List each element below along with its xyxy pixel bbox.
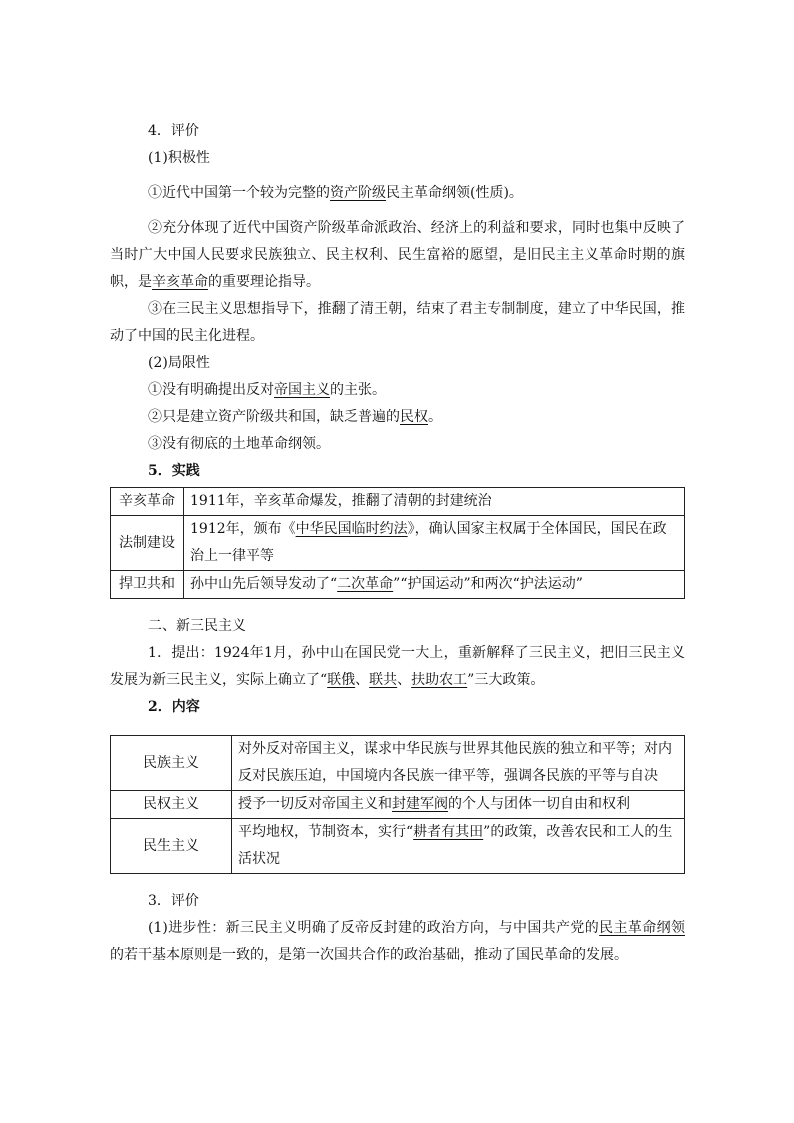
text: ③在三民主义思想指导下，推翻了清王朝，结束了君主专制制度，建立了中华民国，推动了中国的民主化进程。 (110, 301, 685, 344)
text: ①近代中国第一个较为完整的 (148, 185, 330, 201)
text: 、 (355, 672, 370, 688)
table-cell-head: 捍卫共和 (111, 571, 184, 599)
section-title: 二、新三民主义 (148, 618, 246, 634)
underlined-term: 耕者有其田 (413, 824, 484, 840)
underlined-term: 扶助农工 (411, 672, 468, 688)
table-cell-head: 民族主义 (111, 736, 232, 791)
underlined-term: 联共 (369, 672, 398, 688)
table-cell-head: 民生主义 (111, 819, 232, 874)
table-cell (184, 571, 685, 599)
underlined-term: 二次革命 (337, 576, 394, 592)
table-row (111, 819, 685, 874)
table-cell (184, 488, 685, 516)
positive-point-1 (110, 180, 685, 207)
table-row (111, 736, 685, 791)
underlined-term: 联俄 (327, 672, 356, 688)
text: 平均地权，节制资本，实行“ (238, 824, 414, 840)
text: 的若干基本原则是一致的，是第一次国共合作的政治基础，推动了国民革命的发展。 (110, 947, 628, 963)
practice-heading: 5．实践 (148, 463, 200, 479)
text: ”三大政策。 (467, 672, 545, 688)
limitation-point-2 (110, 404, 685, 431)
underlined-term: 民主革命纲领 (599, 920, 685, 936)
underlined-term: 资产阶级 (330, 185, 386, 201)
underlined-term: 辛亥革命 (152, 274, 208, 290)
text: 。 (428, 409, 442, 425)
practice-table (110, 487, 685, 599)
table-cell-head: 民权主义 (111, 791, 232, 819)
content-heading: 2．内容 (148, 699, 200, 715)
evaluation-heading-2: 3．评价 (148, 893, 199, 909)
text: 》，确认国家主权属于全体国民，国民在政治上一律平等 (190, 521, 667, 564)
evaluation-heading: 4．评价 (148, 123, 199, 139)
text: 1．提出：1924年1月，孙中山在国民党一大上，重新解释了三民主义，把旧三民主义发展为新三民主义，实际上确立了“ (110, 645, 685, 688)
document-page (110, 118, 685, 969)
positive-point-2 (110, 215, 685, 296)
table-cell (184, 516, 685, 571)
underlined-term: 中华民国临时约法 (295, 521, 408, 537)
table-cell (232, 819, 685, 874)
table-row (111, 571, 685, 599)
text: 孙中山先后领导发动了“ (190, 576, 338, 592)
limitation-point-1 (110, 377, 685, 404)
table-cell (232, 736, 685, 791)
text: ①没有明确提出反对 (148, 382, 274, 398)
table-cell-head: 辛亥革命 (111, 488, 184, 516)
text: 的重要理论指导。 (208, 274, 320, 290)
text: ③没有彻底的土地革命纲领。 (148, 436, 330, 452)
text: ②充分体现了近代中国资产阶级革命派政治、经济上的利益和要求，同时也集中反映了当时广大中国人民要求民族独立、民主权利、民生富裕的愿望，是旧民主主义革命时期的旗帜，是 (110, 220, 685, 290)
table-cell-head: 法制建设 (111, 516, 184, 571)
limitation-point-3 (110, 431, 685, 458)
positive-title: (1)积极性 (148, 150, 210, 166)
table-row (111, 791, 685, 819)
content-table (110, 735, 685, 874)
text: 授予一切反对帝国主义和 (238, 796, 392, 812)
progress-paragraph (110, 915, 685, 969)
text: (1)进步性：新三民主义明确了反帝反封建的政治方向，与中国共产党的 (148, 920, 600, 936)
text: 、 (397, 672, 412, 688)
text: 1912年，颁布《 (190, 521, 296, 537)
table-row (111, 516, 685, 571)
text: 民主革命纲领(性质)。 (386, 185, 523, 201)
limitation-title: (2)局限性 (148, 355, 210, 371)
proposal-paragraph (110, 640, 685, 694)
text: 对外反对帝国主义，谋求中华民族与世界其他民族的独立和平等；对内反对民族压迫，中国境内各民族一律平等，强调各民族的平等与自决 (238, 741, 672, 784)
table-cell (232, 791, 685, 819)
underlined-term: 民权 (400, 409, 428, 425)
table-row (111, 488, 685, 516)
underlined-term: 封建军阀 (392, 796, 448, 812)
positive-point-3 (110, 296, 685, 350)
text: ②只是建立资产阶级共和国，缺乏普遍的 (148, 409, 400, 425)
text: ”的政策，改善农民和工人的生活状况 (238, 824, 673, 867)
text: 的个人与团体一切自由和权利 (448, 796, 630, 812)
underlined-term: 帝国主义 (274, 382, 330, 398)
text: ”“护国运动”和两次“护法运动” (393, 576, 583, 592)
text: 的主张。 (330, 382, 386, 398)
text: 1911年，辛亥革命爆发，推翻了清朝的封建统治 (190, 493, 492, 509)
